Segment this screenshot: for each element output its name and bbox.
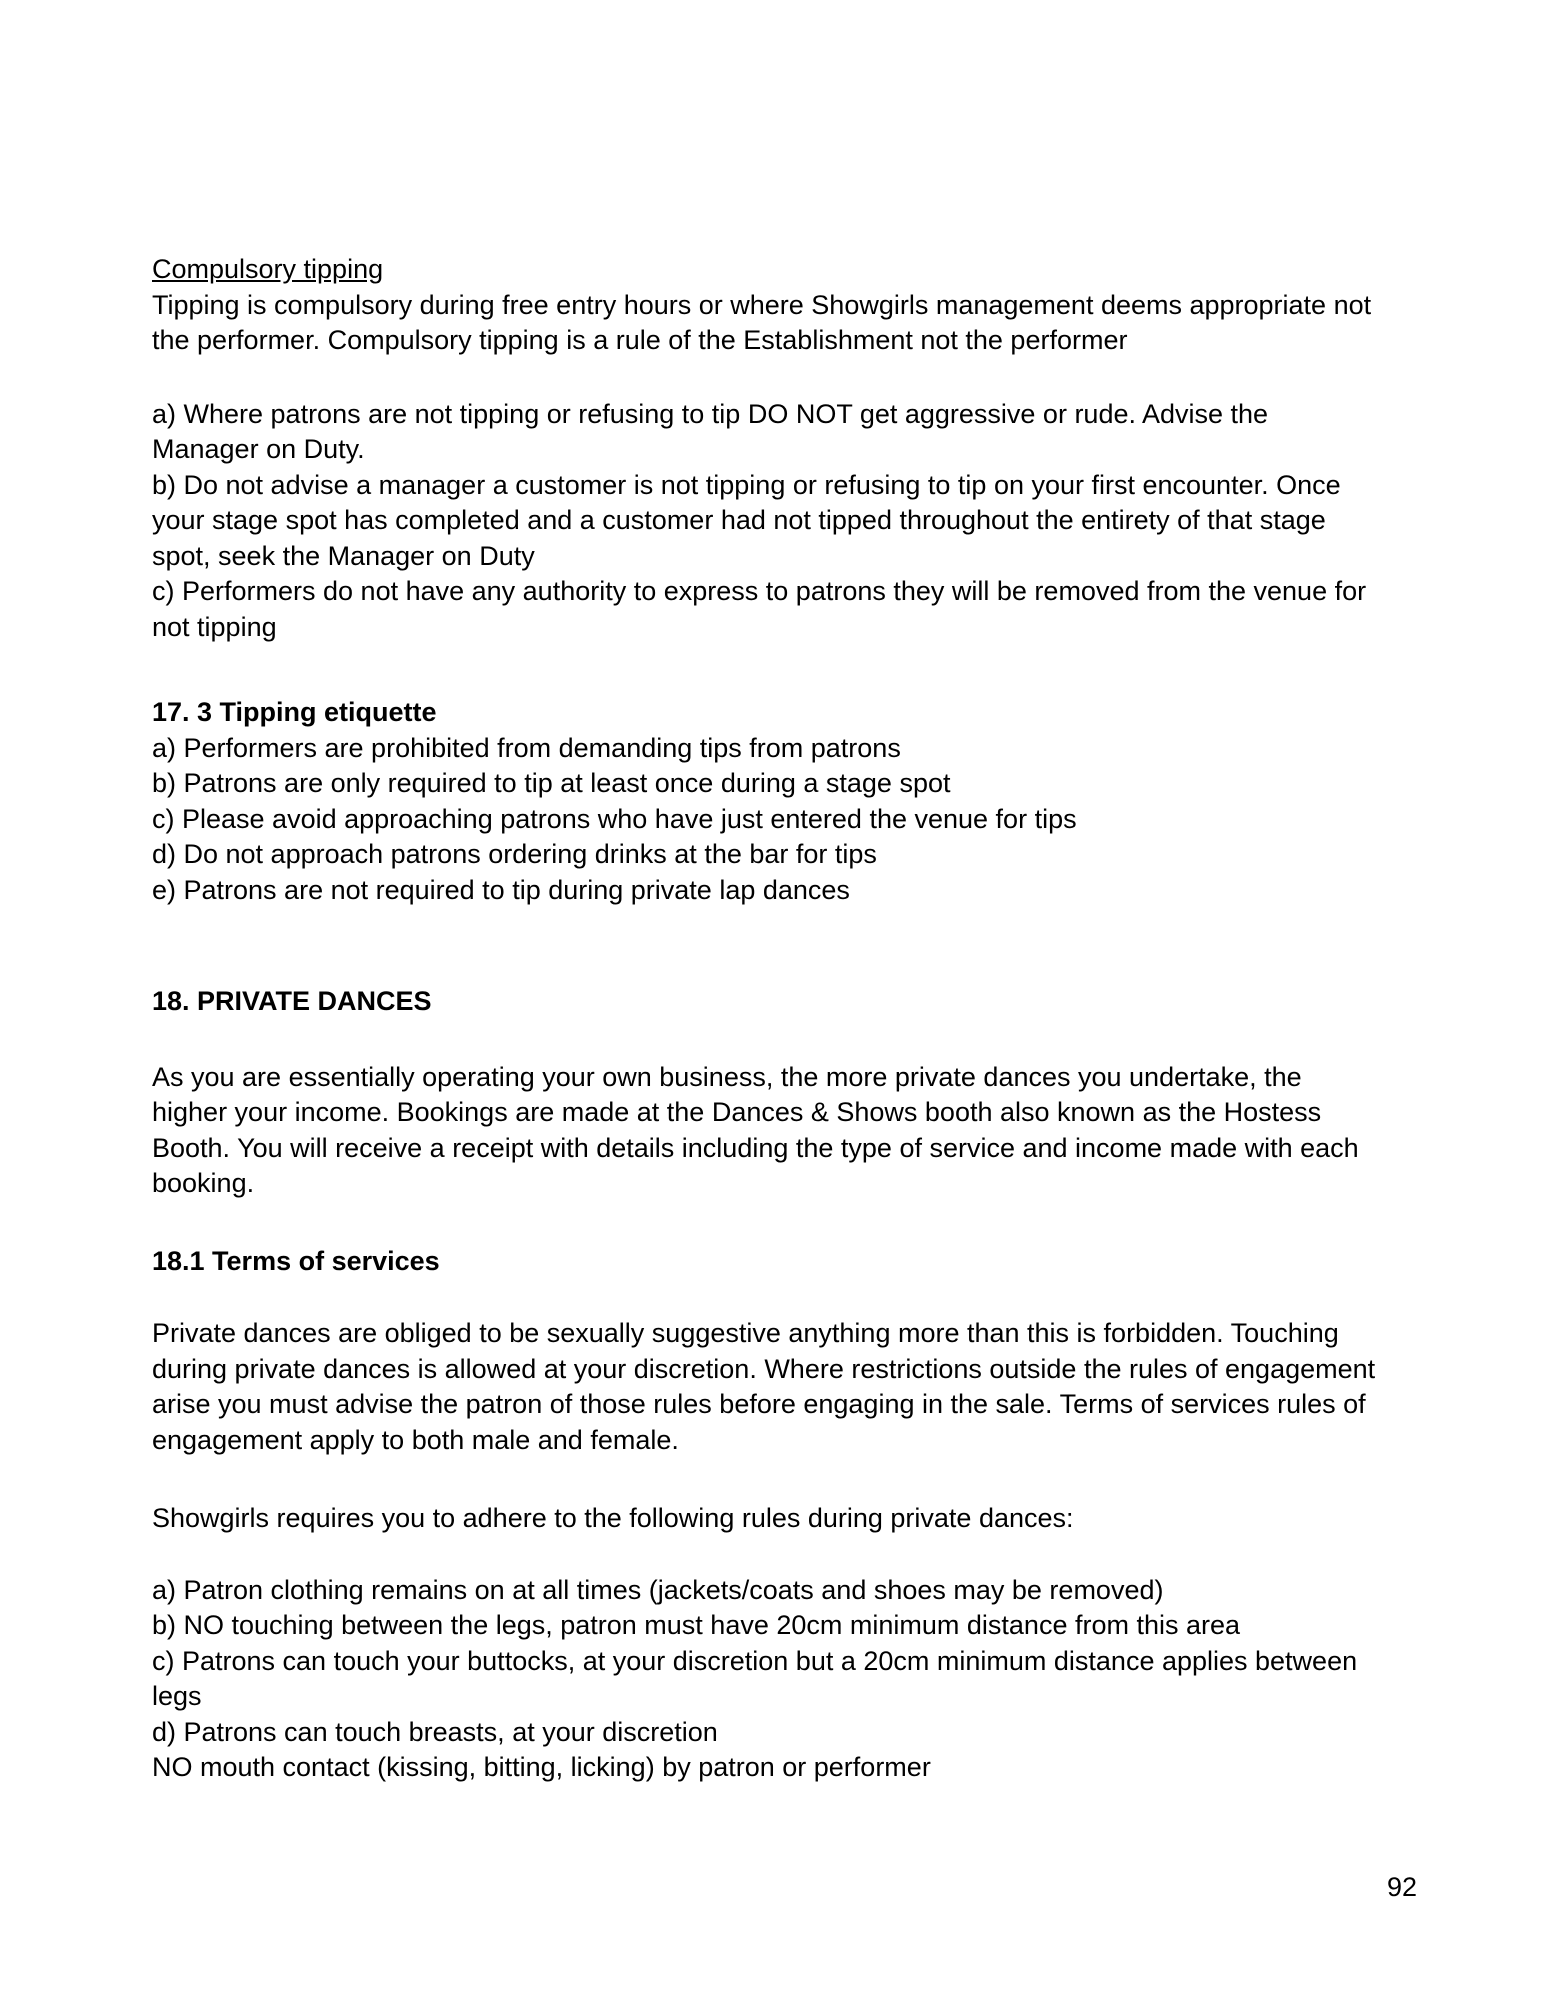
text-line: Manager on Duty. xyxy=(152,434,365,464)
paragraph-rules-intro xyxy=(152,1501,1407,1537)
paragraph-item-c xyxy=(152,574,1407,645)
list-item-a: a) Patron clothing remains on at all times (jackets/coats and shoes may be removed) xyxy=(152,1574,1164,1605)
heading-text: 18. PRIVATE DANCES xyxy=(152,986,432,1016)
text-line: As you are essentially operating your own business, the more private dances you undertake, the xyxy=(152,1061,1302,1092)
paragraph-item-a xyxy=(152,397,1407,468)
list-item-c-continued: legs xyxy=(152,1681,202,1711)
text-line: Private dances are obliged to be sexually suggestive anything more than this is forbidden. Touching xyxy=(152,1318,1339,1348)
text-line: Showgirls requires you to adhere to the following rules during private dances: xyxy=(152,1503,1074,1533)
tipping-etiquette-list xyxy=(152,731,1407,909)
paragraph-terms-of-services xyxy=(152,1316,1407,1458)
text-line: engagement apply to both male and female. xyxy=(152,1424,679,1455)
heading-18-1-terms-of-services xyxy=(152,1244,1407,1280)
list-item-no-mouth-contact: NO mouth contact (kissing, bitting, licking) by patron or performer xyxy=(152,1752,931,1782)
list-item-e: e) Patrons are not required to tip during private lap dances xyxy=(152,874,850,905)
text-line: arise you must advise the patron of those rules before engaging in the sale. Terms of services rules of xyxy=(152,1389,1366,1419)
document-content xyxy=(152,0,1407,1786)
text-line: c) Performers do not have any authority to express to patrons they will be removed from the venue for xyxy=(152,576,1367,606)
paragraph-compulsory-tipping-intro xyxy=(152,288,1407,359)
list-item-d: d) Do not approach patrons ordering drinks at the bar for tips xyxy=(152,839,877,869)
paragraph-item-b xyxy=(152,468,1407,575)
heading-17-3-tipping-etiquette xyxy=(152,695,1407,731)
text-line: Booth. You will receive a receipt with details including the type of service and income made with each xyxy=(152,1132,1359,1163)
heading-text: 17. 3 Tipping etiquette xyxy=(152,697,437,727)
heading-text: Compulsory tipping xyxy=(152,254,384,284)
text-line: not tipping xyxy=(152,611,277,642)
heading-18-private-dances xyxy=(152,984,1407,1020)
list-item-c: c) Patrons can touch your buttocks, at your discretion but a 20cm minimum distance applies between xyxy=(152,1645,1358,1676)
text-line: booking. xyxy=(152,1168,255,1198)
text-line: higher your income. Bookings are made at the Dances & Shows booth also known as the Hostess xyxy=(152,1097,1322,1127)
list-item-b: b) NO touching between the legs, patron must have 20cm minimum distance from this area xyxy=(152,1610,1241,1640)
text-line: during private dances is allowed at your discretion. Where restrictions outside the rules of engagement xyxy=(152,1353,1376,1384)
text-line: the performer. Compulsory tipping is a rule of the Establishment not the performer xyxy=(152,325,1128,355)
text-line: your stage spot has completed and a customer had not tipped throughout the entirety of that stage xyxy=(152,505,1326,535)
page-number: 92 xyxy=(1387,1872,1418,1902)
list-item-c: c) Please avoid approaching patrons who have just entered the venue for tips xyxy=(152,803,1077,834)
text-line: Tipping is compulsory during free entry hours or where Showgirls management deems appropriate not xyxy=(152,289,1372,320)
text-line: b) Do not advise a manager a customer is not tipping or refusing to tip on your first encounter. Once xyxy=(152,469,1341,500)
private-dance-rules-list xyxy=(152,1573,1407,1786)
text-line: a) Where patrons are not tipping or refusing to tip DO NOT get aggressive or rude. Advise the xyxy=(152,398,1269,429)
list-item-a: a) Performers are prohibited from demanding tips from patrons xyxy=(152,732,901,763)
list-item-b: b) Patrons are only required to tip at least once during a stage spot xyxy=(152,768,951,798)
paragraph-private-dances-intro xyxy=(152,1060,1407,1202)
list-item-d: d) Patrons can touch breasts, at your discretion xyxy=(152,1716,718,1747)
heading-text: 18.1 Terms of services xyxy=(152,1245,440,1276)
heading-compulsory-tipping xyxy=(152,252,1407,288)
text-line: spot, seek the Manager on Duty xyxy=(152,540,535,571)
